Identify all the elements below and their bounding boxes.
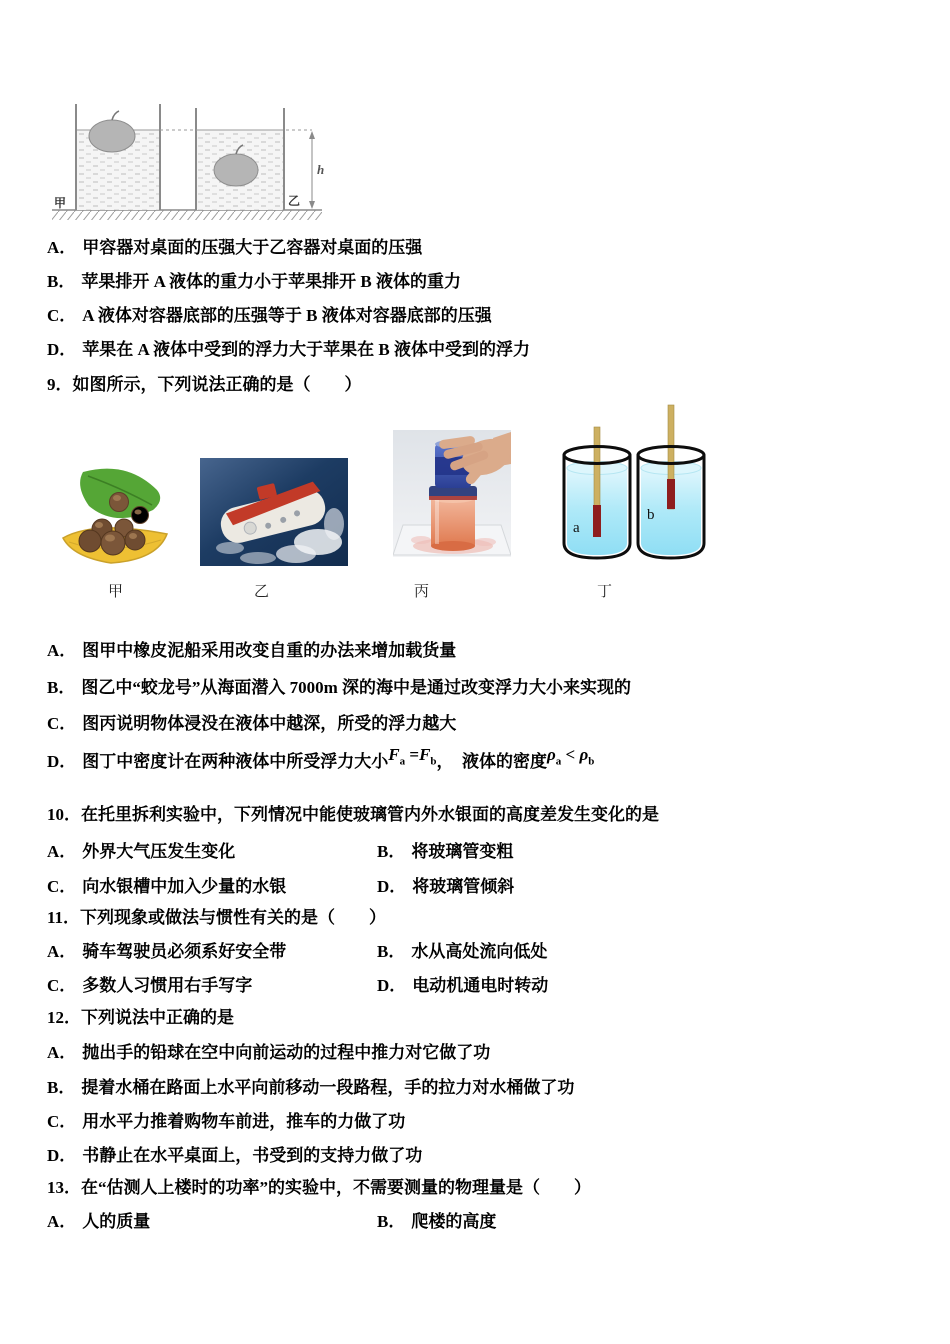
option-letter: A．: [47, 238, 77, 257]
question-11-option-a: [47, 942, 286, 961]
figure-jia-leaf-boat-image: [55, 462, 177, 570]
option-letter: C．: [47, 976, 77, 995]
height-dimension-arrow: [309, 131, 315, 209]
question-13-option-b: [377, 1211, 496, 1232]
option-letter: B．: [377, 1212, 406, 1231]
figure-caption-yi: 乙: [254, 583, 270, 600]
option-text: 图乙中“蛟龙号”从海面潜入 7000m 深的海中是通过改变浮力大小来实现的: [81, 678, 632, 697]
option-letter: B．: [47, 272, 76, 291]
question-12-stem: [47, 1007, 234, 1028]
option-letter: C．: [47, 306, 77, 325]
question-10-stem: [47, 804, 659, 825]
question-10-option-c: [47, 877, 286, 896]
option-text: 用水平力推着购物车前进，推车的力做了功: [82, 1112, 406, 1131]
question-9-option-a: [47, 640, 456, 661]
option-letter: B．: [377, 842, 406, 861]
hydrometers-drawing: [558, 403, 710, 565]
can-press-drawing: [393, 430, 511, 557]
question-11-option-c: [47, 976, 252, 995]
container-with-orange-liquid: [431, 493, 475, 551]
question-11-options-ab: [47, 941, 548, 962]
question-11-options-cd: [47, 975, 549, 996]
option-letter: D．: [377, 877, 407, 896]
figure-caption-ding: 丁: [597, 583, 613, 600]
question-10-option-d: [377, 876, 514, 897]
figure-bing-can-press-image: [393, 430, 511, 557]
leaf-boat-drawing: [55, 462, 177, 570]
option-letter: B．: [47, 1078, 76, 1097]
option-letter: C．: [47, 1112, 77, 1131]
question-12-option-b: [47, 1077, 574, 1098]
formula-subscript: b: [430, 755, 437, 768]
option-letter: A．: [47, 641, 77, 660]
question-10-option-b: [377, 841, 513, 862]
option-text: 向水银槽中加入少量的水银: [82, 877, 287, 896]
question-11-option-b: [377, 941, 547, 962]
option-text: 电动机通电时转动: [412, 976, 549, 995]
option-text: 提着水桶在路面上水平向前移动一段路程，手的拉力对水桶做了功: [81, 1078, 575, 1097]
nuts-in-boat: [79, 519, 145, 555]
formula-operator: =: [409, 745, 420, 764]
formula-density-inequality: [547, 745, 595, 768]
option-text: 爬楼的高度: [411, 1212, 497, 1231]
question-12-option-c: [47, 1111, 405, 1132]
option-text: 骑车驾驶员必须系好安全带: [82, 942, 287, 961]
ground-hatching: [52, 210, 322, 220]
formula-buoyancy-equality: [388, 745, 437, 768]
container-cap: [429, 486, 477, 500]
question-13-option-a: [47, 1212, 150, 1231]
height-label: h: [317, 162, 325, 177]
beaker-b-label: b: [647, 507, 655, 523]
apple-floating: [89, 111, 135, 152]
submersible-drawing: [200, 458, 348, 566]
option-letter: C．: [47, 877, 77, 896]
option-text: 苹果排开 A 液体的重力小于苹果排开 B 液体的重力: [81, 272, 462, 291]
option-letter: A．: [47, 1212, 77, 1231]
figure-yi-jiaolong-submersible-image: [200, 458, 348, 566]
container-jia-label: 甲: [54, 196, 67, 210]
option-text: 将玻璃管倾斜: [412, 877, 515, 896]
option-letter: A．: [47, 842, 77, 861]
option-letter: A．: [47, 942, 77, 961]
option-text: 图丁中密度计在两种液体中所受浮力大小: [82, 752, 389, 771]
figure-q8-apples-in-liquids: [50, 92, 330, 224]
formula-operator: <: [565, 745, 576, 764]
question-text: 13．在“估测人上楼时的功率”的实验中，不需要测量的物理量是（ ）: [47, 1178, 591, 1197]
option-text: A 液体对容器底部的压强等于 B 液体对容器底部的压强: [82, 306, 492, 325]
formula-symbol: ρ: [547, 745, 556, 764]
figure-ding-hydrometers-image: [558, 403, 710, 565]
question-13-options-ab: [47, 1211, 497, 1232]
option-text: 甲容器对桌面的压强大于乙容器对桌面的压强: [82, 238, 423, 257]
option-letter: B．: [377, 942, 406, 961]
option-letter: C．: [47, 714, 77, 733]
option-letter: A．: [47, 1043, 77, 1062]
question-11-stem: [47, 907, 386, 928]
question-13-stem: [47, 1177, 591, 1198]
beaker-b: [638, 405, 704, 558]
question-text: 10．在托里拆利实验中，下列情况中能使玻璃管内外水银面的高度差发生变化的是: [47, 805, 659, 824]
option-text: 人的质量: [82, 1212, 151, 1231]
hydrometer-b-bulb: [667, 479, 675, 509]
formula-subscript: a: [399, 755, 406, 768]
question-8-option-c: [47, 305, 492, 326]
option-letter: D．: [47, 1146, 77, 1165]
apples-containers-drawing: [50, 92, 330, 224]
question-10-option-a: [47, 842, 235, 861]
question-12-option-a: [47, 1042, 490, 1063]
question-9-option-b: [47, 677, 631, 698]
question-10-options-cd: [47, 876, 515, 897]
formula-symbol: F: [388, 745, 400, 764]
question-11-option-d: [377, 975, 548, 996]
question-text: 9．如图所示，下列说法正确的是（ ）: [47, 375, 362, 394]
question-text: 11．下列现象或做法与惯性有关的是（ ）: [47, 908, 387, 927]
option-text: ， 液体的密度: [436, 752, 548, 771]
figure-caption-bing: 丙: [414, 583, 430, 600]
option-text: 图甲中橡皮泥船采用改变自重的办法来增加载货量: [82, 641, 457, 660]
formula-symbol: F: [419, 745, 431, 764]
option-letter: B．: [47, 678, 76, 697]
option-text: 书静止在水平桌面上，书受到的支持力做了功: [82, 1146, 423, 1165]
question-9-option-d: [47, 745, 595, 776]
container-yi-label: 乙: [288, 194, 301, 208]
option-letter: D．: [377, 976, 407, 995]
option-text: 多数人习惯用右手写字: [82, 976, 253, 995]
option-text: 将玻璃管变粗: [411, 842, 514, 861]
option-text: 水从高处流向低处: [411, 942, 548, 961]
question-9-option-c: [47, 713, 456, 734]
beaker-a: [564, 427, 630, 558]
question-12-option-d: [47, 1145, 422, 1166]
question-text: 12．下列说法中正确的是: [47, 1008, 234, 1027]
question-10-options-ab: [47, 841, 514, 862]
option-letter: D．: [47, 752, 77, 771]
figure-caption-jia: 甲: [108, 583, 124, 600]
option-text: 抛出手的铅球在空中向前运动的过程中推力对它做了功: [82, 1043, 491, 1062]
formula-subscript: b: [588, 755, 595, 768]
option-text: 图丙说明物体浸没在液体中越深，所受的浮力越大: [82, 714, 457, 733]
formula-symbol: ρ: [579, 745, 589, 764]
question-8-option-d: [47, 339, 530, 360]
option-text: 外界大气压发生变化: [82, 842, 236, 861]
formula-subscript: a: [555, 755, 562, 768]
question-9-stem: [47, 374, 362, 395]
option-letter: D．: [47, 340, 77, 359]
beaker-a-label: a: [573, 520, 580, 536]
question-8-option-a: [47, 237, 422, 258]
hydrometer-a-bulb: [593, 505, 601, 537]
option-text: 苹果在 A 液体中受到的浮力大于苹果在 B 液体中受到的浮力: [82, 340, 530, 359]
question-8-option-b: [47, 271, 461, 292]
